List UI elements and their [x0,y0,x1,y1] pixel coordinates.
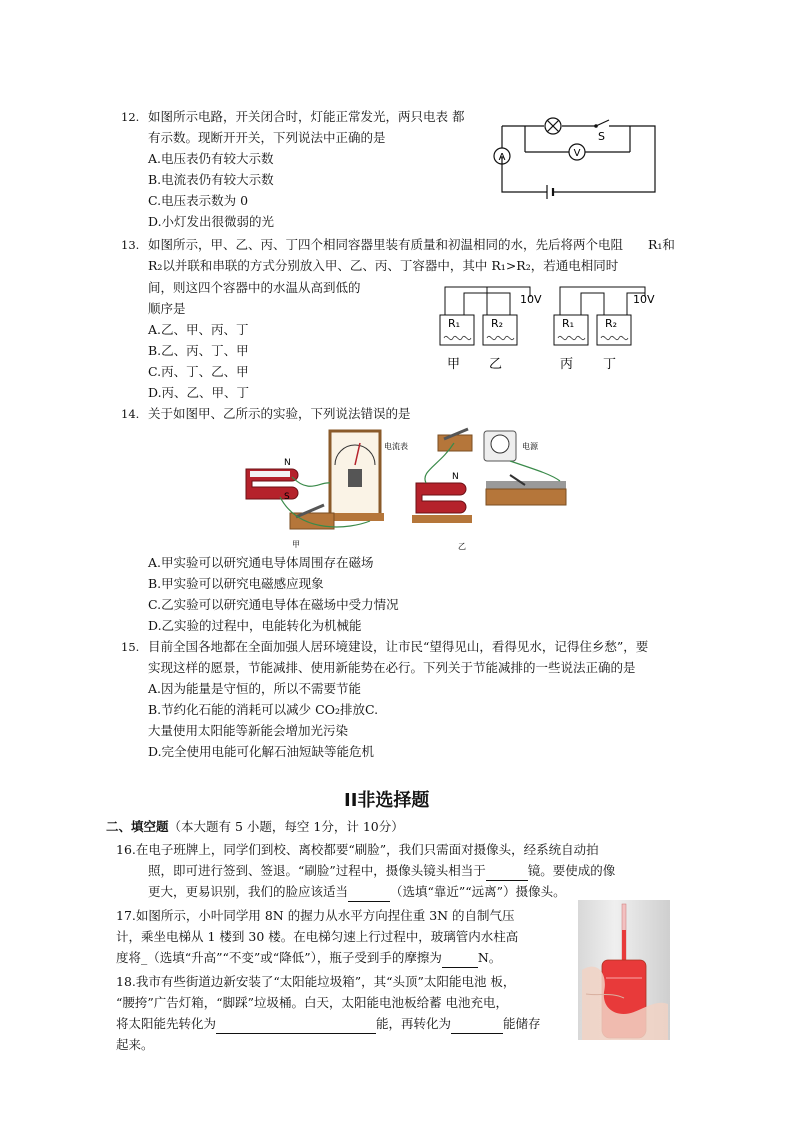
q14-label-yi: 乙 [458,542,466,550]
q14-ammeter-label: 电流表 [384,442,408,451]
q13-voltage-right: 10V [633,293,655,306]
q15-option-c[interactable]: 大量使用太阳能等新能会增加光污染 [148,723,349,738]
q15-number: 15. [121,640,140,654]
section-title: II非选择题 [344,790,430,811]
q18-blank-1[interactable] [216,1019,376,1034]
q18-line3-end: 能储存 [503,1016,541,1031]
q15-option-d[interactable]: D.完全使用电能可化解石油短缺等能危机 [148,744,375,759]
q16-blank-1[interactable] [486,866,528,881]
q18-line3-text: 将太阳能先转化为 [116,1016,217,1031]
q17-line3 [116,948,501,968]
q13-number: 13. [121,238,140,252]
q17-line3-text: 度将_（选填“升高”“不变”或“降低”），瓶子受到手的摩擦为 [116,950,442,965]
q15-option-a[interactable]: A.因为能量是守恒的，所以不需要节能 [148,681,362,696]
q15-stem-line2: 实现这样的愿景，节能减排、使用新能势在必行。下列关于节能减排的一些说法正确的是 [148,660,636,675]
q14-yi-n-label: N [452,472,459,482]
q13-label-bing: 丙 [560,357,574,372]
q17-line2: 计，乘坐电梯从 1 楼到 30 楼。在电梯匀速上行过程中，玻璃管内水柱高 [116,929,519,944]
q18-line3 [116,1014,541,1034]
q17-blank[interactable] [442,953,478,968]
q14-number: 14. [121,407,140,421]
q13-r2-left: R₂ [491,317,504,330]
q15-option-b[interactable]: B.节约化石能的消耗可以减少 CO₂排放C. [148,702,379,717]
q13-stem-line1-r1: R₁和 [648,237,675,252]
q14-jia-s-label: S [284,492,290,502]
q14-option-b[interactable]: B.甲实验可以研究电磁感应现象 [148,576,324,591]
q14-label-jia: 甲 [292,540,300,549]
q12-ammeter-label: A [498,152,506,163]
q12-stem-line1: 如图所示电路，开关闭合时，灯能正常发光，两只电表 都 [148,109,465,124]
q15-stem-line1: 目前全国各地都在全面加强人居环境建设，让市民“望得见山，看得见水，记得住乡愁”，要 [148,639,649,654]
q16-blank-2[interactable] [348,887,390,902]
q13-resistor-diagram [430,283,666,379]
q14-experiment-figure [240,425,570,550]
q12-voltmeter-label: V [573,148,581,159]
section-header-detail: （本大题有 5 小题，每空 1分，计 10分） [168,819,404,834]
q12-stem-line2: 有示数。现断开开关，下列说法中正确的是 [148,130,386,145]
q12-number: 12. [121,110,140,124]
q16-line2-end: 镜。要使成的像 [527,863,616,878]
q13-option-c[interactable]: C.丙、丁、乙、甲 [148,364,249,379]
q12-option-c[interactable]: C.电压表示数为 0 [148,193,249,208]
q16-line2-text: 照，即可进行签到、签退。“刷脸”过程中，摄像头镜头相当于 [148,863,486,878]
q13-label-jia: 甲 [447,357,461,372]
q18-line2: “腰挎”广告灯箱，“脚踩”垃圾桶。白天，太阳能电池板给蓄 电池充电， [116,995,509,1010]
q13-r1-right: R₁ [562,317,575,330]
q13-label-ding: 丁 [603,357,617,372]
q13-r1-left: R₁ [448,317,461,330]
q13-voltage-left: 10V [520,293,542,306]
q12-switch-label: S [598,130,605,143]
q18-line3-mid: 能，再转化为 [376,1016,452,1031]
q17-line3-unit: N。 [477,950,502,965]
q13-option-a[interactable]: A.乙、甲、丙、丁 [148,322,249,337]
q14-option-a[interactable]: A.甲实验可以研究通电导体周围存在磁场 [148,555,374,570]
q14-fig-jia [246,431,408,549]
q18-line1: 18.我市有些街道边新安装了“太阳能垃圾箱”，其“头顶”太阳能电池 板， [116,974,516,989]
q17-line1: 17.如图所示，小叶同学用 8N 的握力从水平方向捏住重 3N 的自制气压 [116,908,515,923]
q13-label-yi: 乙 [489,357,503,372]
q13-option-b[interactable]: B.乙、丙、丁、甲 [148,343,249,358]
q16-line3-text: 更大，更易识别，我们的脸应该适当 [148,884,349,899]
q13-stem-line1: 如图所示，甲、乙、丙、丁四个相同容器里装有质量和初温相同的水，先后将两个电阻 [148,237,624,252]
q13-stem-line4: 顺序是 [148,301,186,316]
q17-bottle-photo [578,900,670,1040]
q12-circuit-diagram [490,112,662,202]
section-header-label: 二、填空题 [106,819,169,834]
q16-line1: 16.在电子班牌上，同学们到校、离校都要“刷脸”，我们只需面对摄像头，经系统自动拍 [116,842,599,857]
q12-option-d[interactable]: D.小灯发出很微弱的光 [148,214,275,229]
q13-option-d[interactable]: D.丙、乙、甲、丁 [148,385,250,400]
q14-stem: 关于如图甲、乙所示的实验，下列说法错误的是 [148,406,411,421]
q16-line3-end: （选填“靠近”“远离”）摄像头。 [390,884,566,899]
q14-jia-n-label: N [284,458,291,468]
q13-stem-line3: 间，则这四个容器中的水温从高到低的 [148,280,361,295]
q18-line4: 起来。 [116,1037,154,1052]
q16-line2 [148,861,615,881]
q18-blank-2[interactable] [451,1019,503,1034]
section-header [106,817,404,837]
q12-option-b[interactable]: B.电流表仍有较大示数 [148,172,274,187]
q14-option-d[interactable]: D.乙实验的过程中，电能转化为机械能 [148,618,362,633]
q12-option-a[interactable]: A.电压表仍有较大示数 [148,151,274,166]
q14-option-c[interactable]: C.乙实验可以研究通电导体在磁场中受力情况 [148,597,399,612]
q13-r2-right: R₂ [605,317,618,330]
q14-fig-yi [412,429,566,550]
bottle-illustration [578,900,670,1040]
q14-power-label: 电源 [522,442,538,451]
q13-stem-line2: R₂以并联和串联的方式分别放入甲、乙、丙、丁容器中，其中 R₁>R₂，若通电相同时 [148,258,619,273]
q16-line3 [148,882,566,902]
